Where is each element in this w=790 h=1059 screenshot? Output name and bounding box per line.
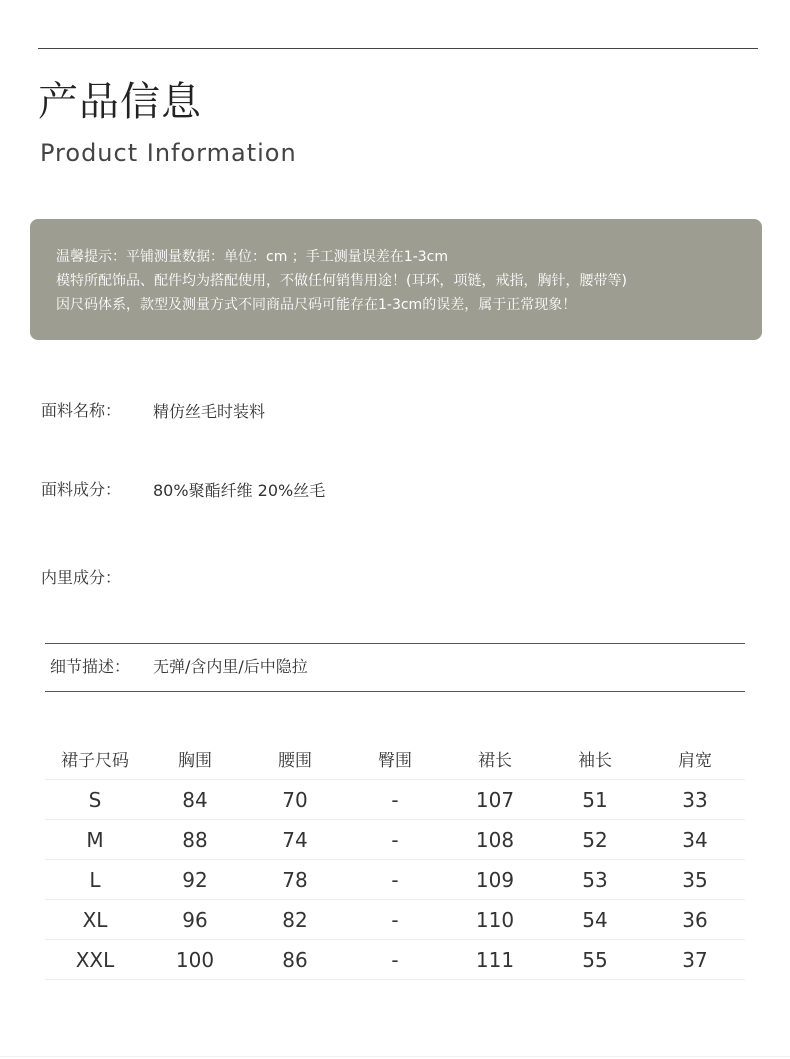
cell-hip: -: [345, 900, 445, 940]
cell-skirt-length: 107: [445, 780, 545, 820]
fabric-name-label: 面料名称：: [41, 401, 122, 420]
header-hip: 臀围: [345, 737, 445, 780]
cell-shoulder-width: 37: [645, 940, 745, 980]
cell-bust: 92: [145, 860, 245, 900]
header-shoulder-width: 肩宽: [645, 737, 745, 780]
cell-hip: -: [345, 820, 445, 860]
cell-waist: 70: [245, 780, 345, 820]
lining-label: 内里成分：: [41, 568, 122, 587]
table-row: [45, 820, 745, 860]
cell-hip: -: [345, 780, 445, 820]
top-divider: [38, 48, 758, 49]
notice-line-2: 模特所配饰品、配件均为搭配使用，不做任何销售用途！(耳环，项链，戒指，胸针，腰带等): [56, 273, 627, 289]
page-subtitle: Product Information: [40, 139, 297, 167]
cell-waist: 82: [245, 900, 345, 940]
fabric-name-value: 精仿丝毛时装料: [153, 402, 266, 421]
size-table: [45, 737, 745, 980]
cell-size: M: [45, 820, 145, 860]
cell-waist: 78: [245, 860, 345, 900]
cell-sleeve-length: 51: [545, 780, 645, 820]
cell-shoulder-width: 36: [645, 900, 745, 940]
cell-shoulder-width: 35: [645, 860, 745, 900]
cell-sleeve-length: 53: [545, 860, 645, 900]
cell-skirt-length: 110: [445, 900, 545, 940]
cell-size: L: [45, 860, 145, 900]
notice-line-1: 温馨提示：平铺测量数据：单位：cm ；手工测量误差在1-3cm: [56, 249, 448, 265]
table-row: [45, 900, 745, 940]
header-size: 裙子尺码: [45, 737, 145, 780]
cell-waist: 74: [245, 820, 345, 860]
page-title: 产品信息: [38, 79, 202, 125]
cell-bust: 100: [145, 940, 245, 980]
cell-skirt-length: 111: [445, 940, 545, 980]
cell-shoulder-width: 33: [645, 780, 745, 820]
size-table-header-row: [45, 737, 745, 780]
cell-skirt-length: 109: [445, 860, 545, 900]
details-bottom-divider: [45, 691, 745, 692]
header-sleeve-length: 袖长: [545, 737, 645, 780]
details-value: 无弹/含内里/后中隐拉: [153, 657, 308, 676]
header-waist: 腰围: [245, 737, 345, 780]
cell-bust: 84: [145, 780, 245, 820]
cell-size: S: [45, 780, 145, 820]
cell-size: XL: [45, 900, 145, 940]
cell-bust: 88: [145, 820, 245, 860]
cell-shoulder-width: 34: [645, 820, 745, 860]
header-bust: 胸围: [145, 737, 245, 780]
table-row: [45, 940, 745, 980]
table-row: [45, 780, 745, 820]
cell-hip: -: [345, 940, 445, 980]
details-top-divider: [45, 643, 745, 644]
cell-skirt-length: 108: [445, 820, 545, 860]
fabric-composition-label: 面料成分：: [41, 480, 122, 499]
bottom-divider: [0, 1056, 790, 1057]
cell-hip: -: [345, 860, 445, 900]
notice-line-3: 因尺码体系，款型及测量方式不同商品尺码可能存在1-3cm的误差，属于正常现象！: [56, 297, 577, 313]
table-row: [45, 860, 745, 900]
cell-sleeve-length: 52: [545, 820, 645, 860]
cell-size: XXL: [45, 940, 145, 980]
cell-bust: 96: [145, 900, 245, 940]
notice-box: [30, 219, 762, 340]
cell-sleeve-length: 54: [545, 900, 645, 940]
header-skirt-length: 裙长: [445, 737, 545, 780]
cell-waist: 86: [245, 940, 345, 980]
cell-sleeve-length: 55: [545, 940, 645, 980]
details-label: 细节描述：: [50, 657, 131, 676]
fabric-composition-value: 80%聚酯纤维 20%丝毛: [153, 481, 326, 500]
